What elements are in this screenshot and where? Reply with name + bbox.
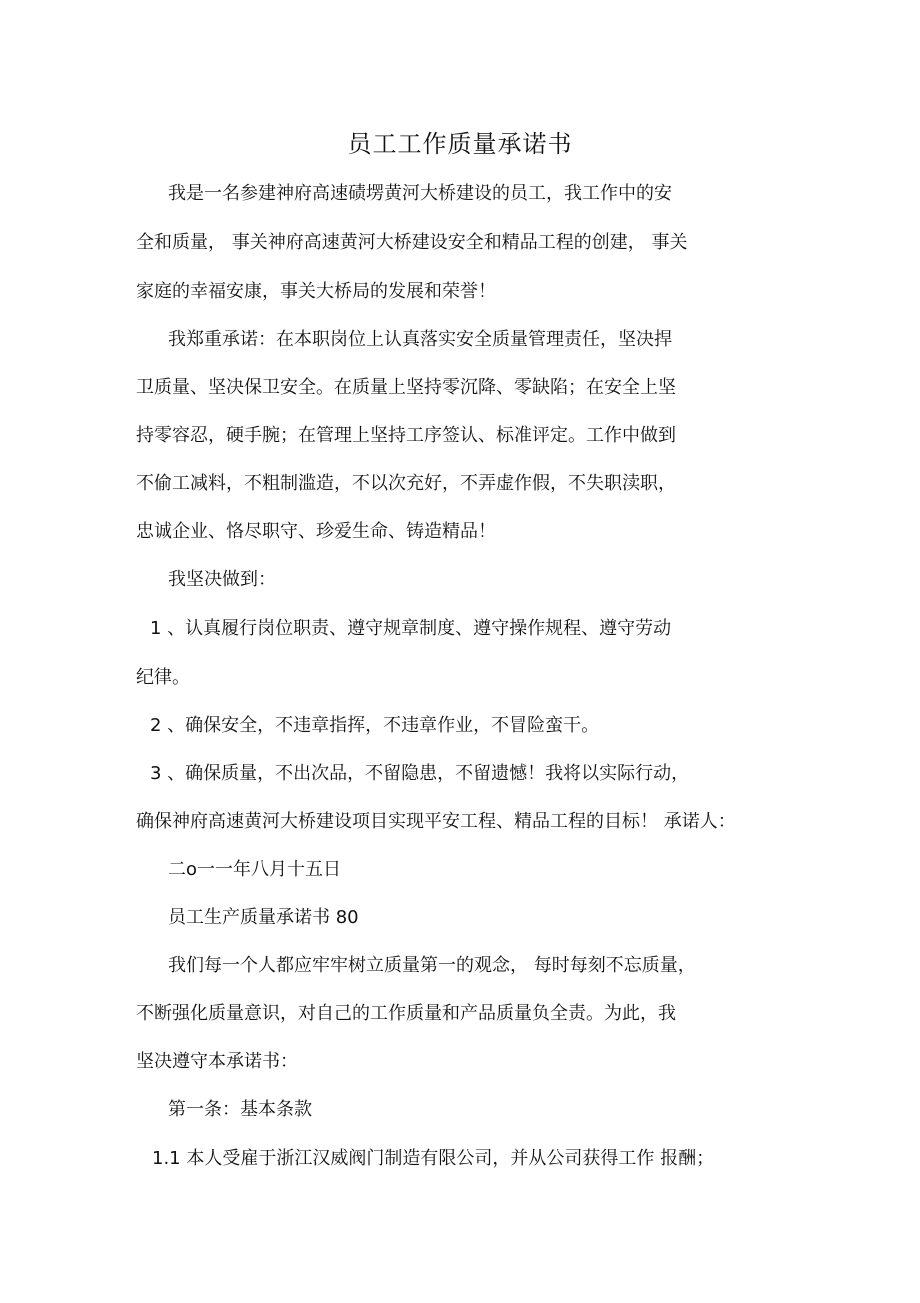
paragraph-line: 确保神府高速黄河大桥建设项目实现平安工程、精品工程的目标！ 承诺人： (136, 811, 736, 832)
paragraph-line: 家庭的幸福安康，事关大桥局的发展和荣誉！ (136, 281, 496, 302)
date-line: 二o一一年八月十五日 (168, 859, 342, 880)
clause-heading: 第一条：基本条款 (168, 1099, 312, 1120)
paragraph-line: 持零容忍，硬手腕；在管理上坚持工序签认、标准评定。工作中做到 (136, 425, 676, 446)
paragraph-line: 忠诚企业、恪尽职守、珍爱生命、铸造精品！ (136, 521, 496, 542)
paragraph-line: 纪律。 (136, 667, 190, 688)
paragraph-line: 我是一名参建神府高速碛塄黄河大桥建设的员工，我工作中的安 (168, 183, 672, 204)
paragraph-line: 我郑重承诺：在本职岗位上认真落实安全质量管理责任，坚决捍 (168, 329, 672, 350)
paragraph-line: 卫质量、坚决保卫安全。在质量上坚持零沉降、零缺陷；在安全上坚 (136, 377, 676, 398)
list-item-1: 1 、认真履行岗位职责、遵守规章制度、遵守操作规程、遵守劳动 (150, 618, 672, 639)
list-item-3: 3 、确保质量，不出次品，不留隐患，不留遗憾！我将以实际行动， (150, 763, 690, 784)
section-title: 员工生产质量承诺书 80 (168, 907, 359, 928)
paragraph-line: 我们每一个人都应牢牢树立质量第一的观念， 每时每刻不忘质量， (168, 955, 696, 976)
paragraph-line: 坚决遵守本承诺书： (136, 1051, 298, 1072)
list-item-2: 2 、确保安全，不违章指挥，不违章作业，不冒险蛮干。 (150, 715, 600, 736)
paragraph-line: 不断强化质量意识，对自己的工作质量和产品质量负全责。为此，我 (136, 1003, 676, 1024)
paragraph-line: 我坚决做到： (168, 569, 276, 590)
clause-item: 1.1 本人受雇于浙江汉威阀门制造有限公司，并从公司获得工作 报酬； (152, 1148, 715, 1169)
paragraph-line: 不偷工减料，不粗制滥造，不以次充好，不弄虚作假，不失职渎职， (136, 473, 676, 494)
document-title: 员工工作质量承诺书 (347, 130, 573, 158)
paragraph-line: 全和质量， 事关神府高速黄河大桥建设安全和精品工程的创建， 事关 (136, 232, 688, 253)
